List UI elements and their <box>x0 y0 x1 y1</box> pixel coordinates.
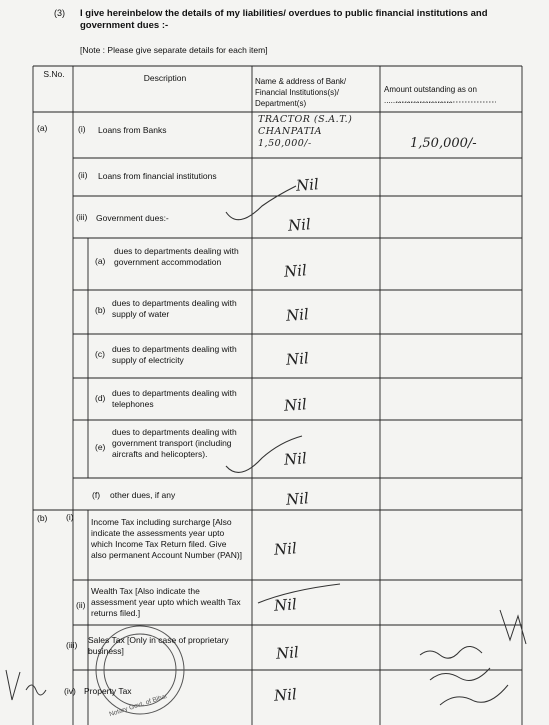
row-a-d-bank: Nil <box>283 395 308 415</box>
row-a-f-description: other dues, if any <box>110 490 176 500</box>
row-b-iii-number: (iii) <box>66 640 78 650</box>
row-a-c-bank: Nil <box>285 349 310 369</box>
row-a-ii-number: (ii) <box>78 170 88 180</box>
row-b-iii-description: Sales Tax [Only in case of proprietary business] <box>88 635 229 656</box>
row-b-iv-description: Property Tax <box>84 686 132 696</box>
row-a-d-description: dues to departments dealing with telephones <box>112 388 237 409</box>
row-a-a-description: dues to departments dealing with government accommodation <box>114 246 239 267</box>
row-a-iii-number: (iii) <box>76 212 88 222</box>
header-sno: S.No. <box>43 69 65 79</box>
row-a-b-number: (b) <box>95 305 106 315</box>
section-number: (3) <box>54 8 65 18</box>
row-a-e-number: (e) <box>95 442 106 452</box>
group-a-label: (a) <box>37 123 48 133</box>
section-note: [Note : Please give separate details for each item] <box>80 45 268 55</box>
row-a-i-number: (i) <box>78 124 86 134</box>
row-b-iii-bank: Nil <box>275 643 300 663</box>
header-description: Description <box>143 73 187 83</box>
notary-stamp: Notary Govt. of Bihar <box>108 692 169 719</box>
row-a-f-number: (f) <box>92 490 101 500</box>
header-amount: Amount outstanding as on ............................... <box>384 85 477 105</box>
row-b-ii-description: Wealth Tax [Also indicate the assessment year upto which wealth Tax returns filed.] <box>91 586 241 618</box>
row-a-e-description: dues to departments dealing with government transport (including aircrafts and helicopters). <box>112 427 237 459</box>
row-a-iii-bank: Nil <box>287 215 312 235</box>
row-b-iv-bank: Nil <box>273 685 298 705</box>
row-a-iii-description: Government dues:- <box>96 213 169 223</box>
row-a-c-number: (c) <box>95 349 105 359</box>
row-b-i-description: Income Tax including surcharge [Also indicate the assessments year upto which Income Tax Return filed. Give also permanent Account Number (PAN)] <box>91 517 243 560</box>
row-a-i-amount: 1,50,000/- <box>410 136 477 151</box>
row-b-ii-number: (ii) <box>76 600 86 610</box>
row-a-b-description: dues to departments dealing with supply of water <box>112 298 237 319</box>
row-a-ii-description: Loans from financial institutions <box>98 171 217 181</box>
row-a-d-number: (d) <box>95 393 106 403</box>
row-a-e-bank: Nil <box>283 449 308 469</box>
row-a-a-number: (a) <box>95 256 106 266</box>
group-b-label: (b) <box>37 513 48 523</box>
row-b-i-number: (i) <box>66 512 74 522</box>
row-a-ii-bank: Nil <box>295 175 320 195</box>
row-a-b-bank: Nil <box>285 305 310 325</box>
row-a-c-description: dues to departments dealing with supply of electricity <box>112 344 237 365</box>
row-b-ii-bank: Nil <box>273 595 298 615</box>
row-b-iv-number: (iv) <box>64 686 76 696</box>
row-a-i-description: Loans from Banks <box>98 125 167 135</box>
section-heading: I give hereinbelow the details of my liabilities/ overdues to public financial institutions and government dues :- <box>80 8 488 31</box>
row-a-a-bank: Nil <box>283 261 308 281</box>
row-a-f-bank: Nil <box>285 489 310 509</box>
row-b-i-bank: Nil <box>273 539 298 559</box>
row-a-i-bank: TRACTOR (S.A.T.) CHANPATIA 1,50,000/- <box>258 114 353 149</box>
header-bank: Name & address of Bank/ Financial Institutions(s)/ Department(s) <box>255 77 347 108</box>
